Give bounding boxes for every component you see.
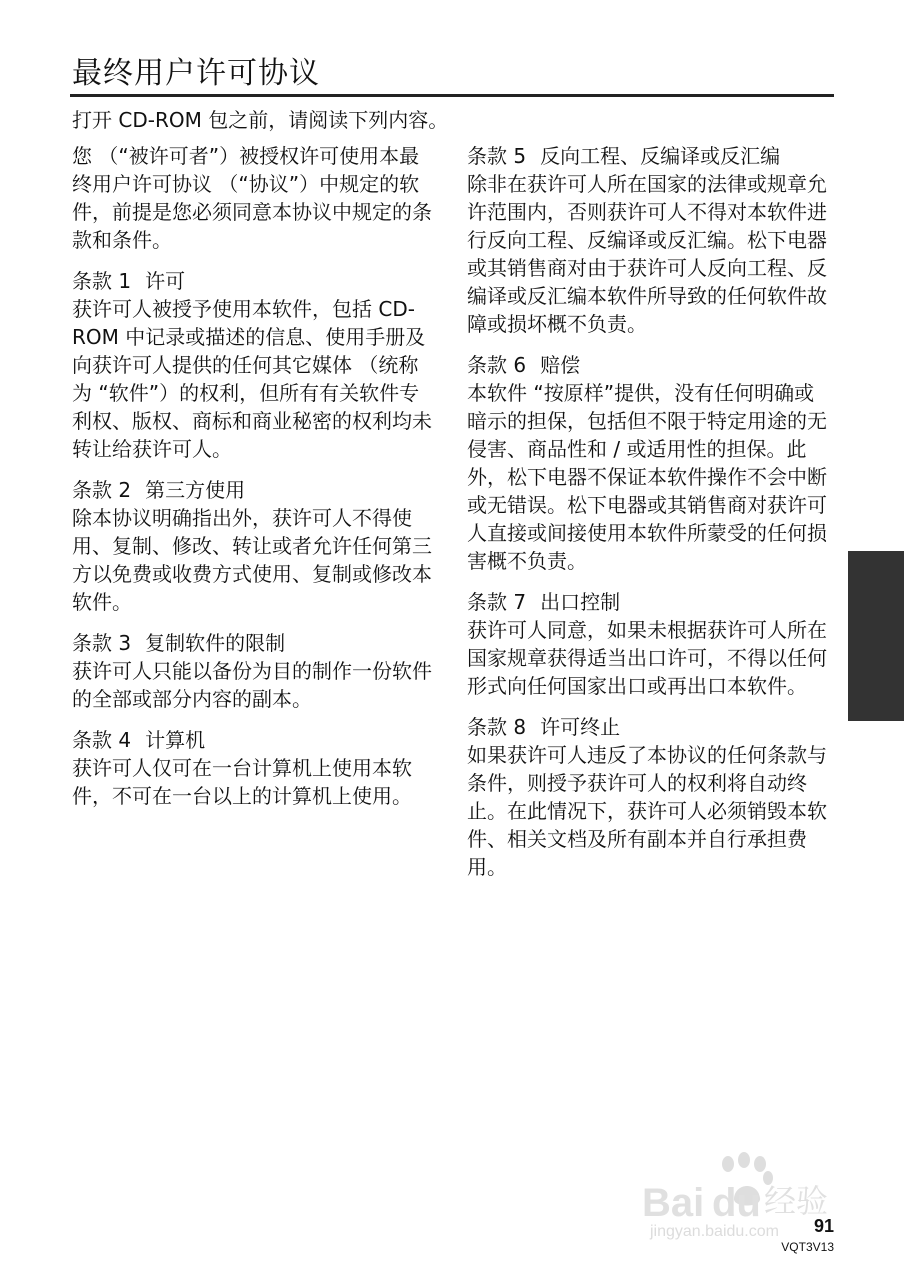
clause-body: 本软件 “按原样”提供，没有任何明确或暗示的担保，包括但不限于特定用途的无侵害、商品性和 / 或适用性的担保。此外，松下电器不保证本软件操作不会中断或无错误。松下电器或其销售商对获许可人直接或间接使用本软件所蒙受的任何损害概不负责。 <box>467 381 827 573</box>
section-side-tab <box>848 551 904 721</box>
clause-2 <box>72 476 434 616</box>
right-column <box>467 142 829 894</box>
clause-heading <box>467 142 829 170</box>
clause-title: 反向工程、反编译或反汇编 <box>540 144 781 168</box>
page-title: 最终用户许可协议 <box>72 56 320 91</box>
title-divider <box>70 94 834 97</box>
clause-body: 获许可人同意，如果未根据获许可人所在国家规章获得适当出口许可，不得以任何形式向任何国家出口或再出口本软件。 <box>467 618 827 698</box>
clause-number: 条款 4 <box>72 728 132 752</box>
clause-5 <box>467 142 829 338</box>
clause-4 <box>72 726 434 810</box>
svg-text:经验: 经验 <box>764 1182 829 1220</box>
svg-text:Bai: Bai <box>642 1181 705 1225</box>
clause-body: 如果获许可人违反了本协议的任何条款与条件，则授予获许可人的权利将自动终止。在此情况下，获许可人必须销毁本软件、相关文档及所有副本并自行承担费用。 <box>467 743 827 879</box>
clause-1 <box>72 267 434 463</box>
clause-heading <box>467 351 829 379</box>
clause-heading <box>72 267 434 295</box>
clause-body: 除非在获许可人所在国家的法律或规章允许范围内，否则获许可人不得对本软件进行反向工程、反编译或反汇编。松下电器或其销售商对由于获许可人反向工程、反编译或反汇编本软件所导致的任何软件故障或损坏概不负责。 <box>467 172 827 336</box>
clause-title: 复制软件的限制 <box>145 631 286 655</box>
clause-number: 条款 1 <box>72 269 132 293</box>
clause-title: 许可终止 <box>540 715 621 739</box>
page-number: 91 <box>813 1216 834 1236</box>
clause-title: 许可 <box>145 269 186 293</box>
clause-8 <box>467 713 829 881</box>
document-code: VQT3V13 <box>781 1240 834 1254</box>
clause-body: 获许可人被授予使用本软件，包括 CD-ROM 中记录或描述的信息、使用手册及向获许可人提供的任何其它媒体 （统称为 “软件”）的权利，但所有有关软件专利权、版权、商标和商业秘密的权利均未转让给获许可人。 <box>72 297 432 461</box>
clause-title: 计算机 <box>145 728 206 752</box>
clause-number: 条款 6 <box>467 353 527 377</box>
clause-body: 获许可人仅可在一台计算机上使用本软件，不可在一台以上的计算机上使用。 <box>72 756 412 808</box>
clause-number: 条款 7 <box>467 590 527 614</box>
svg-text:du: du <box>712 1181 761 1225</box>
svg-text:jingyan.baidu.com: jingyan.baidu.com <box>650 1223 779 1240</box>
preamble-paragraph: 您 （“被许可者”）被授权许可使用本最终用户许可协议 （“协议”）中规定的软件，前提是您必须同意本协议中规定的条款和条件。 <box>72 144 432 252</box>
clause-number: 条款 3 <box>72 631 132 655</box>
left-column <box>72 142 434 823</box>
intro-text: 打开 CD-ROM 包之前，请阅读下列内容。 <box>72 108 449 132</box>
clause-number: 条款 5 <box>467 144 527 168</box>
clause-heading <box>467 588 829 616</box>
clause-number: 条款 8 <box>467 715 527 739</box>
clause-title: 出口控制 <box>540 590 621 614</box>
clause-3 <box>72 629 434 713</box>
clause-6 <box>467 351 829 575</box>
clause-heading <box>467 713 829 741</box>
clause-number: 条款 2 <box>72 478 132 502</box>
clause-heading <box>72 629 434 657</box>
clause-7 <box>467 588 829 700</box>
clause-body: 获许可人只能以备份为目的制作一份软件的全部或部分内容的副本。 <box>72 659 432 711</box>
clause-heading <box>72 726 434 754</box>
clause-title: 第三方使用 <box>145 478 246 502</box>
clause-body: 除本协议明确指出外，获许可人不得使用、复制、修改、转让或者允许任何第三方以免费或收费方式使用、复制或修改本软件。 <box>72 506 432 614</box>
clause-heading <box>72 476 434 504</box>
clause-title: 赔偿 <box>540 353 581 377</box>
